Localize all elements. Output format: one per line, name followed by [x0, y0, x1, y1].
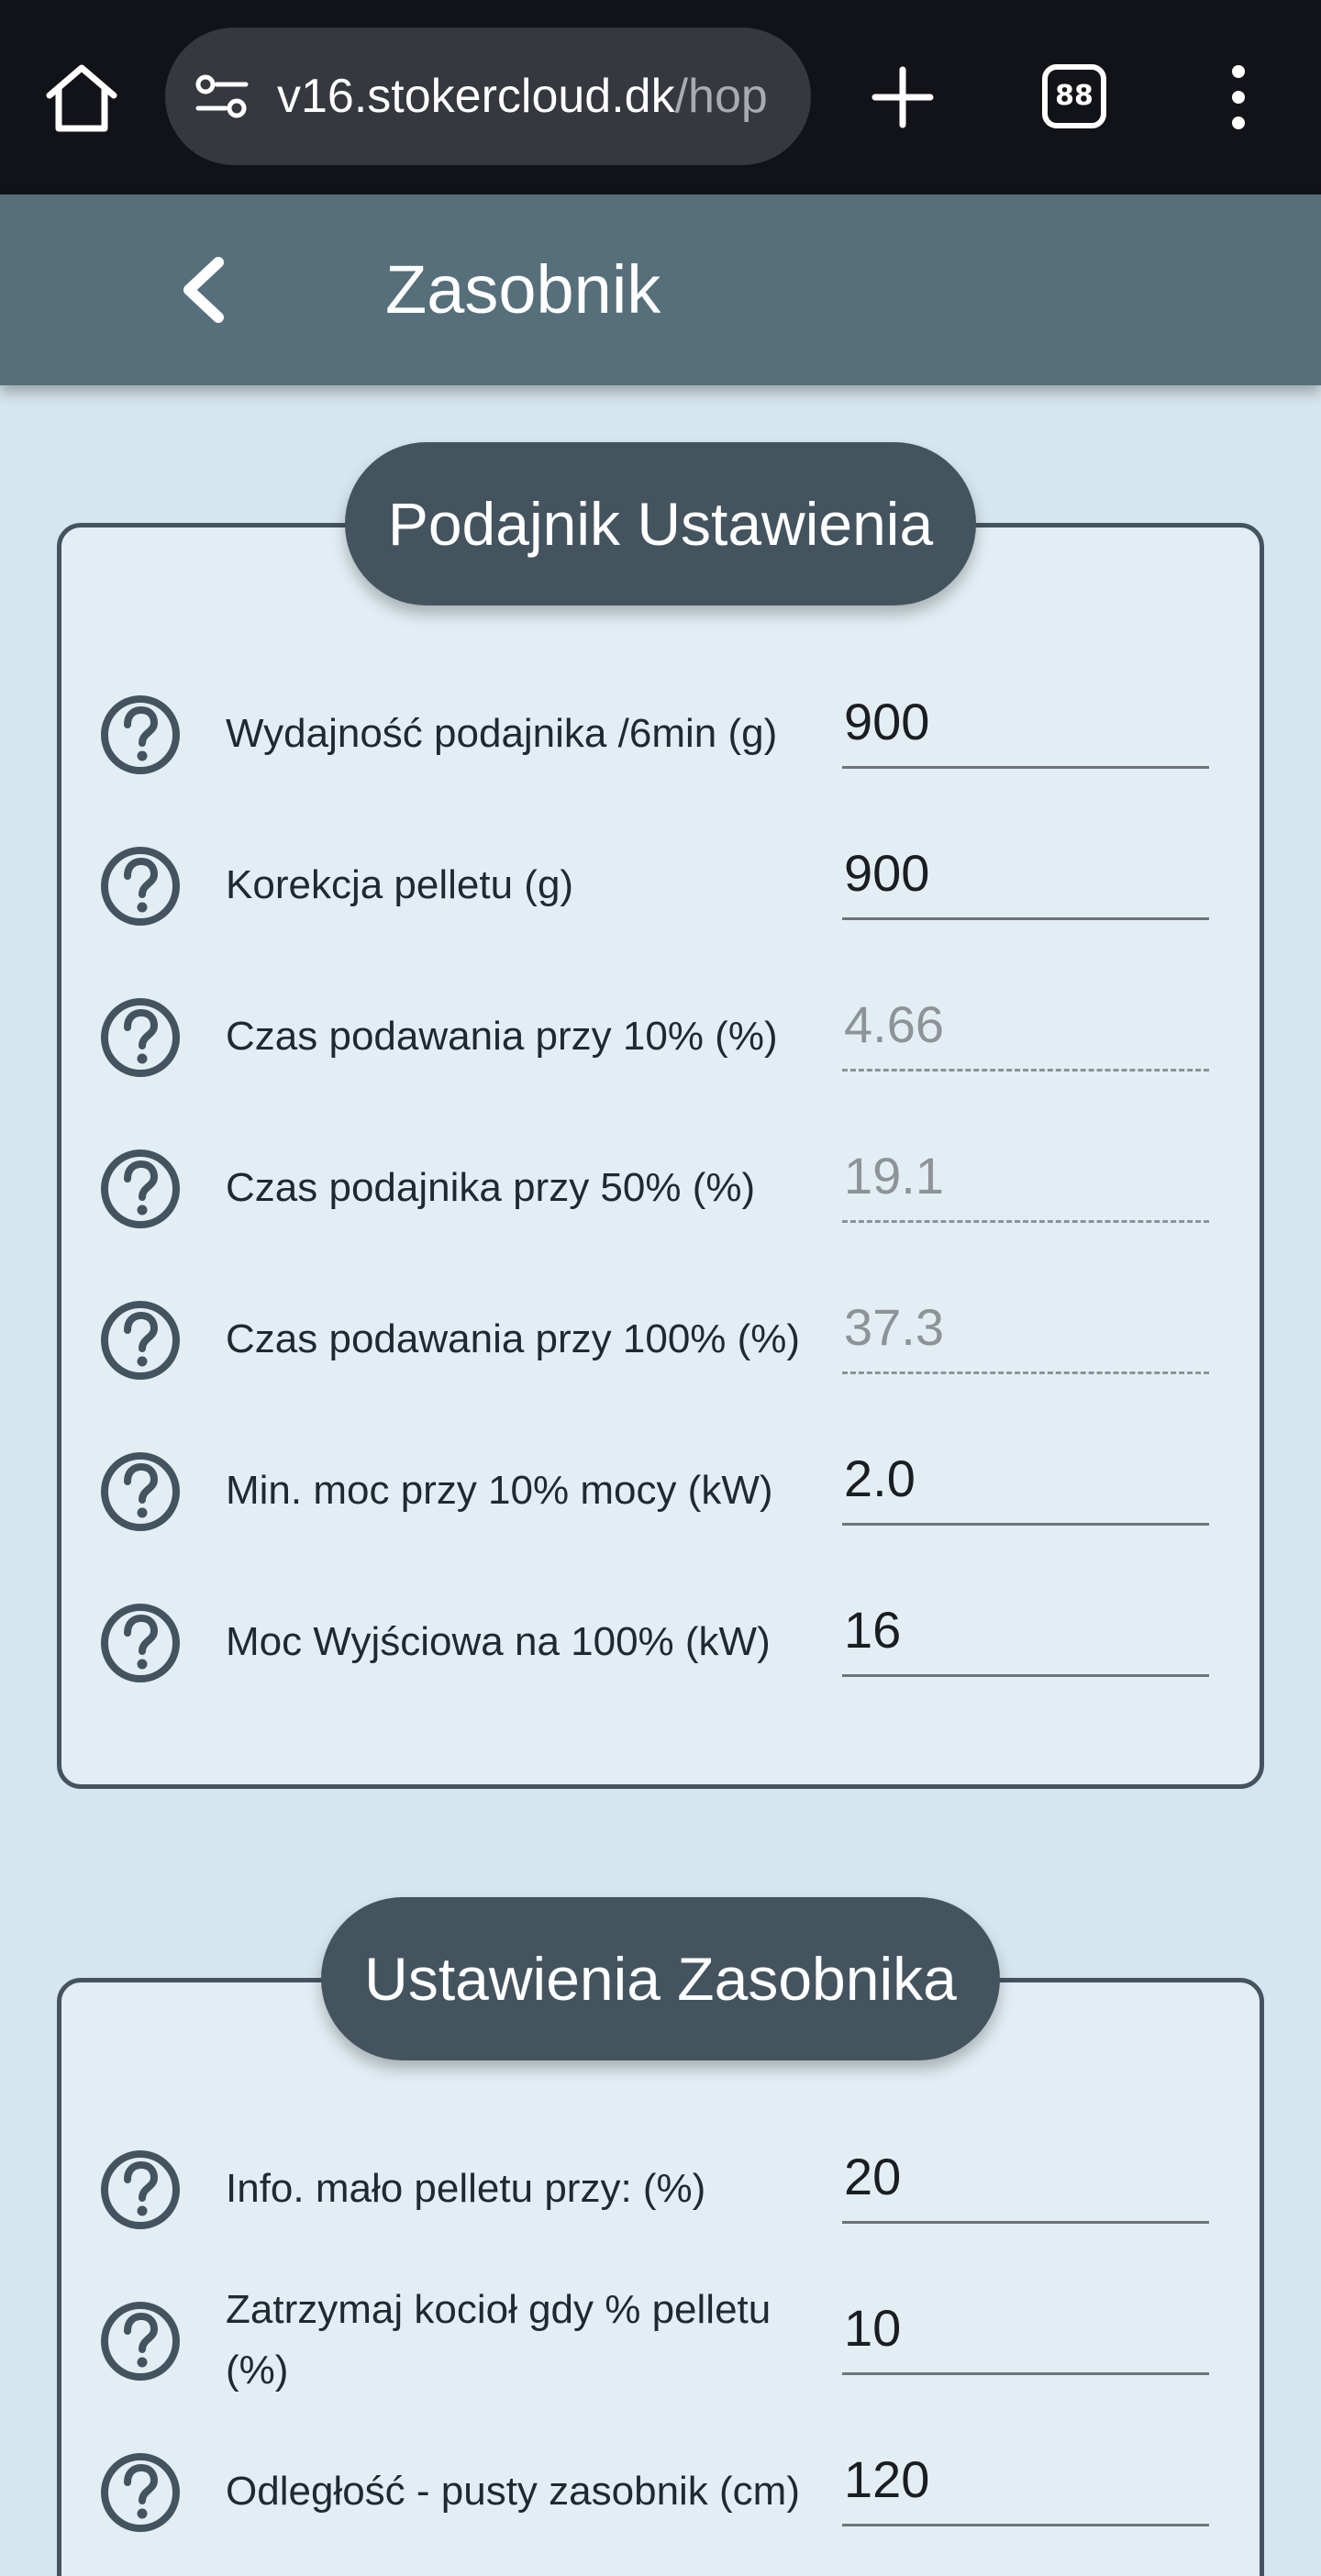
- setting-row: [0, 1266, 1321, 1413]
- setting-label: Czas podawania przy 100% (%): [226, 1316, 801, 1361]
- site-settings-icon[interactable]: [194, 73, 250, 119]
- setting-label: Moc Wyjściowa na 100% (kW): [226, 1619, 771, 1664]
- setting-readonly-field: [842, 1131, 1209, 1223]
- url-host: v16.stokercloud.dk: [277, 70, 675, 123]
- feeder-settings-legend: Podajnik Ustawienia: [345, 442, 976, 605]
- setting-input[interactable]: [842, 828, 1209, 920]
- browser-toolbar: [0, 0, 1321, 194]
- setting-label: Info. mało pelletu przy: (%): [226, 2166, 706, 2211]
- setting-input[interactable]: [842, 1434, 1209, 1526]
- help-icon[interactable]: [99, 1299, 182, 1382]
- setting-label: Odległość - pusty zasobnik (cm): [226, 2469, 800, 2514]
- setting-row: [0, 2267, 1321, 2414]
- home-icon[interactable]: [42, 61, 121, 134]
- help-icon[interactable]: [99, 2149, 182, 2231]
- setting-label: Wydajność podajnika /6min (g): [226, 711, 778, 756]
- setting-input[interactable]: [842, 677, 1209, 769]
- help-icon[interactable]: [99, 1450, 182, 1533]
- setting-readonly-field: [842, 1282, 1209, 1374]
- setting-row: [0, 1569, 1321, 1715]
- url-text[interactable]: [277, 28, 791, 165]
- setting-row: [0, 2418, 1321, 2565]
- help-icon[interactable]: [99, 1602, 182, 1684]
- setting-row: [0, 1417, 1321, 1564]
- more-menu-icon[interactable]: [1220, 61, 1257, 134]
- setting-label: Zatrzymaj kocioł gdy % pelletu (%): [226, 2287, 772, 2393]
- setting-row: [0, 963, 1321, 1110]
- help-icon[interactable]: [99, 694, 182, 776]
- setting-label: Min. moc przy 10% mocy (kW): [226, 1468, 773, 1513]
- setting-readonly-field: [842, 980, 1209, 1071]
- setting-row: [0, 812, 1321, 959]
- setting-label: Czas podajnika przy 50% (%): [226, 1165, 756, 1210]
- help-icon[interactable]: [99, 996, 182, 1079]
- setting-input[interactable]: [842, 1585, 1209, 1677]
- help-icon[interactable]: [99, 1148, 182, 1230]
- address-bar[interactable]: [165, 28, 811, 165]
- help-icon[interactable]: [99, 2300, 182, 2382]
- setting-label: Czas podawania przy 10% (%): [226, 1014, 778, 1059]
- setting-row: [0, 2115, 1321, 2262]
- help-icon[interactable]: [99, 2451, 182, 2534]
- tab-switcher-button[interactable]: 88: [1042, 64, 1106, 128]
- setting-input[interactable]: [842, 2283, 1209, 2375]
- setting-row: [0, 1115, 1321, 1261]
- new-tab-icon[interactable]: [868, 61, 938, 134]
- url-path: /hop: [674, 70, 768, 123]
- setting-input[interactable]: [842, 2435, 1209, 2526]
- back-arrow-icon[interactable]: [172, 255, 237, 325]
- setting-row: [0, 661, 1321, 807]
- app-header: [0, 194, 1321, 385]
- setting-input[interactable]: [842, 2132, 1209, 2224]
- hopper-settings-legend: Ustawienia Zasobnika: [321, 1897, 1000, 2060]
- setting-label: Korekcja pelletu (g): [226, 862, 574, 907]
- page-title: Zasobnik: [385, 251, 661, 328]
- help-icon[interactable]: [99, 845, 182, 927]
